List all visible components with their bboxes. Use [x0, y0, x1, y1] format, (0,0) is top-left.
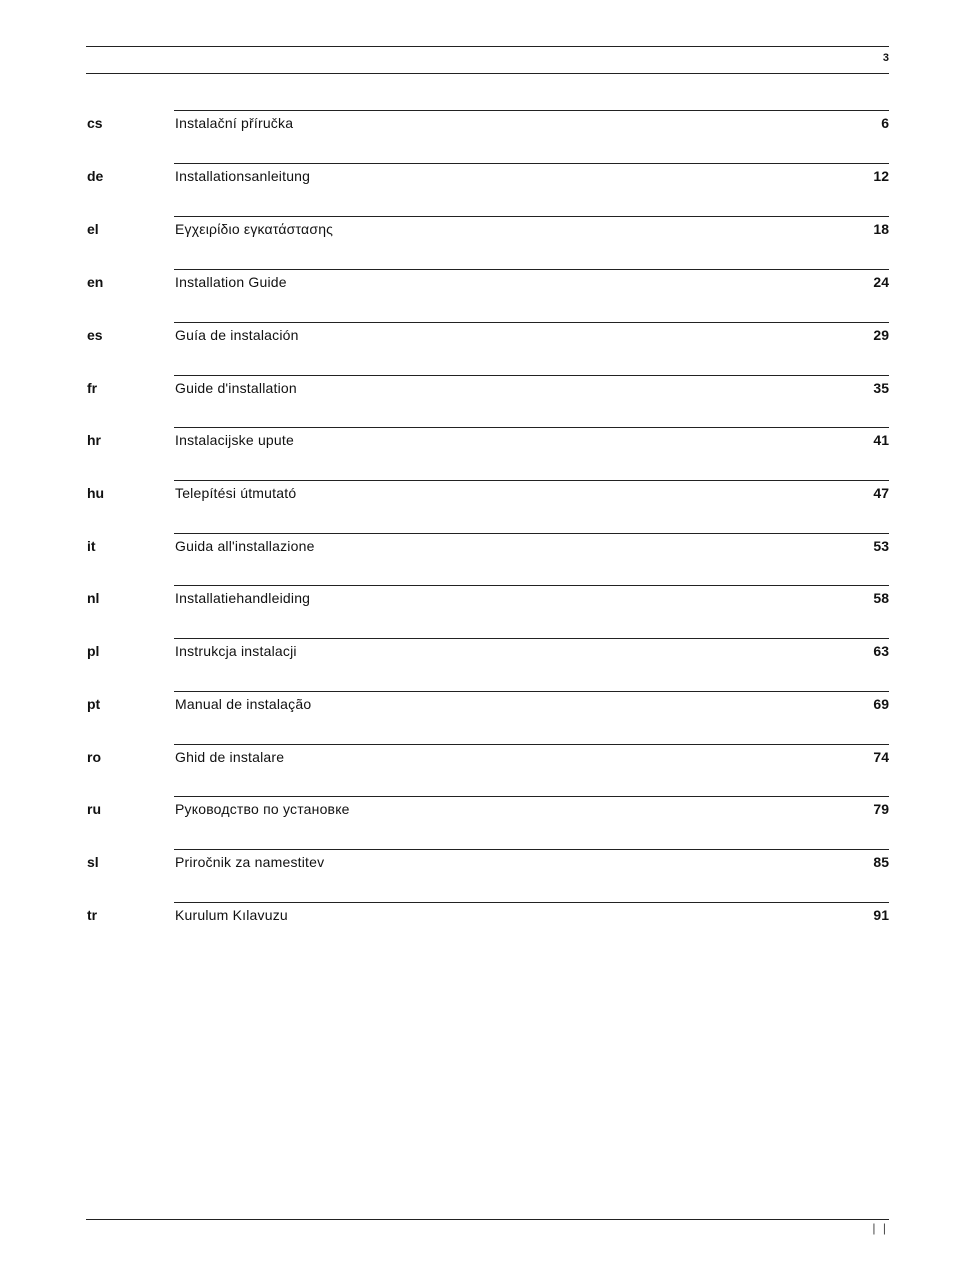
section-title: Instalační příručka: [175, 115, 294, 131]
section-title: Installatiehandleiding: [175, 590, 311, 606]
section-page-number: 29: [873, 327, 889, 343]
row-divider: [174, 585, 889, 586]
section-page-number: 63: [873, 643, 889, 659]
section-page-number: 85: [873, 854, 889, 870]
section-page-number: 53: [873, 538, 889, 554]
toc-row-hu[interactable]: [0, 480, 954, 533]
language-code: it: [87, 538, 96, 554]
language-code: es: [87, 327, 103, 343]
language-code: en: [87, 274, 104, 290]
language-code: cs: [87, 115, 103, 131]
language-code: ro: [87, 749, 101, 765]
row-divider: [174, 902, 889, 903]
row-divider: [174, 744, 889, 745]
toc-row-pt[interactable]: [0, 691, 954, 744]
toc-row-it[interactable]: [0, 533, 954, 586]
language-code: hr: [87, 432, 101, 448]
row-divider: [174, 533, 889, 534]
language-code: pl: [87, 643, 100, 659]
section-page-number: 91: [873, 907, 889, 923]
section-page-number: 47: [873, 485, 889, 501]
row-divider: [174, 110, 889, 111]
row-divider: [174, 216, 889, 217]
footer-rule: [86, 1219, 889, 1220]
section-title: Priročnik za namestitev: [175, 854, 325, 870]
toc-row-hr[interactable]: [0, 427, 954, 480]
row-divider: [174, 638, 889, 639]
toc-row-cs[interactable]: [0, 110, 954, 163]
section-title: Installation Guide: [175, 274, 287, 290]
language-code: ru: [87, 801, 101, 817]
row-divider: [174, 322, 889, 323]
language-code: de: [87, 168, 104, 184]
section-title: Instalacijske upute: [175, 432, 294, 448]
row-divider: [174, 480, 889, 481]
row-divider: [174, 163, 889, 164]
section-title: Installationsanleitung: [175, 168, 311, 184]
language-code: nl: [87, 590, 100, 606]
toc-row-de[interactable]: [0, 163, 954, 216]
toc-row-tr[interactable]: [0, 902, 954, 955]
section-page-number: 58: [873, 590, 889, 606]
section-page-number: 41: [873, 432, 889, 448]
language-code: fr: [87, 380, 98, 396]
section-title: Telepítési útmutató: [175, 485, 297, 501]
language-code: sl: [87, 854, 99, 870]
section-page-number: 18: [873, 221, 889, 237]
row-divider: [174, 269, 889, 270]
section-title: Εγχειρίδιο εγκατάστασης: [175, 221, 334, 237]
language-code: el: [87, 221, 99, 237]
header-rule-top: [86, 46, 889, 47]
toc-row-es[interactable]: [0, 322, 954, 375]
row-divider: [174, 427, 889, 428]
page-number: 3: [882, 52, 889, 64]
section-page-number: 79: [873, 801, 889, 817]
row-divider: [174, 691, 889, 692]
toc-row-ru[interactable]: [0, 796, 954, 849]
section-page-number: 69: [873, 696, 889, 712]
toc-row-ro[interactable]: [0, 744, 954, 797]
footer-mark: | |: [872, 1221, 888, 1235]
section-title: Kurulum Kılavuzu: [175, 907, 288, 923]
toc-row-en[interactable]: [0, 269, 954, 322]
toc-row-el[interactable]: [0, 216, 954, 269]
toc-row-nl[interactable]: [0, 585, 954, 638]
toc-row-sl[interactable]: [0, 849, 954, 902]
section-title: Guide d'installation: [175, 380, 297, 396]
section-title: Manual de instalação: [175, 696, 312, 712]
language-code: tr: [87, 907, 98, 923]
row-divider: [174, 849, 889, 850]
section-page-number: 12: [873, 168, 889, 184]
section-page-number: 35: [873, 380, 889, 396]
row-divider: [174, 375, 889, 376]
section-title: Guida all'installazione: [175, 538, 315, 554]
toc-row-fr[interactable]: [0, 375, 954, 428]
language-code: pt: [87, 696, 101, 712]
section-title: Guía de instalación: [175, 327, 299, 343]
row-divider: [174, 796, 889, 797]
toc-row-pl[interactable]: [0, 638, 954, 691]
section-page-number: 6: [881, 115, 889, 131]
header-rule-bottom: [86, 73, 889, 74]
section-page-number: 74: [873, 749, 889, 765]
section-title: Руководство по установке: [175, 801, 350, 817]
section-page-number: 24: [873, 274, 889, 290]
section-title: Instrukcja instalacji: [175, 643, 297, 659]
language-code: hu: [87, 485, 105, 501]
section-title: Ghid de instalare: [175, 749, 285, 765]
